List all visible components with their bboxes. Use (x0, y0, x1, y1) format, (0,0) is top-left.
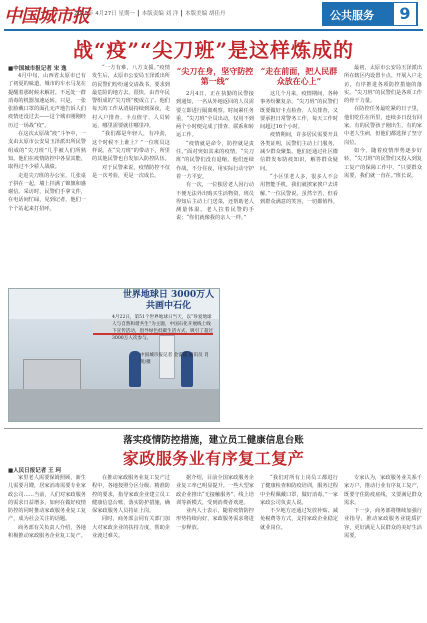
paragraph: “疫情就是命令，防控就是责任。”面对突如其来的疫情，“尖刀班”的民警们没有退缩，他们连续作战，不分昼夜，用实际行动守护着一方平安。 (176, 140, 254, 180)
story2-byline: ■人民日报记者 王 珂 (8, 468, 62, 474)
paragraph: 商务部有关负责人介绍，各地积极推动家政服务企业复工复产。 (8, 524, 86, 540)
section-title: 公共服务 (330, 9, 374, 22)
subheading: “走在前面，把人民群众放在心上” (260, 66, 338, 86)
story2-column-3 (176, 474, 254, 620)
paragraph: 走进尖刀班的办公室，几张桌子拼在一起，墙上挂满了锦旗和感谢信。采访时，民警们手拿文件，在电话间忙碌，见到记者，他们一个个站起来打招呼。 (8, 172, 86, 212)
photo-title: 世界地球日 3000万人共画中石化 (122, 290, 215, 311)
paragraph: “我们对所有上岗员工都进行了健康检查和防疫培训，服务过程中全程佩戴口罩，做好消毒。”一家家政公司负责人说。 (260, 475, 338, 506)
paragraph: 疫情期间，许多居民需要开具各类证明，民警们主动上门服务，减少群众聚集。他们还通过社区微信群发布防疫知识，解答群众疑问。 (260, 132, 338, 172)
paragraph: 2月4日，正在执勤的民警接到通知，一名从外地返回的人员需要立即进行隔离观察。时间紧任务重，“尖刀班”全员出动，仅用不到两个小时便完成了排查、联系和转运工作。 (176, 91, 254, 139)
masthead (0, 0, 427, 30)
main-headline: 战“疫”“尖刀班”是这样炼成的 (72, 38, 354, 62)
paragraph: “小区里老人多，很多人不会用智能手机，我们就挨家挨户去讲解。”一位民警说，虽然辛苦，但看到群众满意的笑容，一切都值得。 (260, 173, 338, 205)
paragraph: 不少地方还通过发放补贴、减免税费等方式，支持家政企业稳定就业岗位。 (260, 508, 338, 531)
paragraph: 对于民警来说，疫情防控不仅是一次考验，更是一次成长。 (92, 164, 170, 179)
paragraph: 同时，商务部会同有关部门加大对家政企业的扶持力度，帮助企业渡过难关。 (92, 516, 170, 540)
paragraph: 业内人士表示，随着疫情防控形势持续向好，家政服务需求将进一步释放。 (176, 508, 254, 531)
story2-kicker: 落实疫情防控措施，建立员工健康信息台账 (123, 435, 304, 446)
story-column-5 (344, 64, 422, 424)
section-divider (4, 428, 423, 429)
paragraph: 这几个月来，疫情期间，各种事务纷繁复杂，“尖刀班”的民警们既要做好卡点检查、人员排查，又要承担日常警务工作，每天工作时间超过16个小时。 (260, 91, 338, 131)
paragraph: 最初，太原市公安局玉泽派出所在辖区内设置卡点、开展入户走访，有序推进各项防控措施的落实。“尖刀班”的民警们是各项工作的骨干力量。 (344, 65, 422, 105)
paragraph: 在推动家政服务业复工复产过程中，各地按照分区分级、精准防控的要求，指导家政企业建立员工健康信息台账，落实防护措施，确保家政服务人员持证上岗。 (92, 475, 170, 515)
photo-caption: 4月22日，第51个世界地球日当天，以“珍爱地球 人与自然和谐共生”为主题，中国石化开展线上线下宣传活动，倡导绿色低碳生活方式，吸引了超过3000万人次参与。 (112, 315, 214, 341)
paragraph: “一方有难，八方支援。”疫情发生后，太原市公安局玉泽派出所的民警们纷纷递交请战书，要求到最危险的地方去。很快，由青年民警组成的“尖刀班”便成立了。他们每天的工作从清晨持续到深夜，走村入户排查、卡点值守、人员转运，哪里需要就往哪里冲。 (92, 65, 170, 130)
photo-credit: 中国城市报记者 金雷霞 通讯员 肖 斐/摄 (140, 353, 209, 365)
paragraph: 下一步，商务部将继续加强行业指导，推动家政服务业提质扩容，更好满足人民群众的美好生活需要。 (344, 508, 422, 540)
masthead-rule (4, 29, 423, 31)
paragraph: “我们都是年轻人，有冲劲，这个时候不上谁上？”一位班员这样说。在“尖刀班”的带动下，所里的其他民警也自发加入防控队伍。 (92, 131, 170, 163)
story2-headline: 家政服务业有序复工复产 (122, 449, 305, 468)
dateline: 2020年 4月27日 星期一 ┃ 本版责编 刘 洋 ┃ 本版美编 胡佳丹 (74, 11, 226, 17)
paragraph: 家里老人需要保姆照顾，新生儿需要月嫂，居家消毒需要专业家政公司……当前，人们对家政服务的需求日益增多，如何在做好疫情防控的同时推动家政服务业复工复产，成为社会关注的话题。 (8, 475, 86, 523)
newspaper-logo: 中国城市报 (4, 6, 89, 27)
vehicle (23, 359, 81, 391)
subheading: “尖刀在身，坚守防控第一线” (176, 66, 254, 86)
story2-column-2 (92, 474, 170, 620)
story-column-1 (8, 72, 86, 284)
paragraph: 4月中旬，山西省太原市已有了初夏的味道，城市的车水马龙在提醒着那时候未解封。不远处一群消毒的机器加速运转。只是，一张张脸戴口罩的面孔无声地告诉人们疫情还没过去——这个城市刚刚经历过一场战“疫”。 (8, 73, 86, 129)
paragraph: 在这次太原战“疫”斗争中，一支由太原市公安局玉泽派出所民警组成的“尖刀班”几乎被人们所熟知。他们在疫情防控中各显其能，取得过不少骄人战绩。 (8, 131, 86, 171)
story2-column-1 (8, 474, 86, 620)
paragraph: 如今，随着疫情形势逐步好转，“尖刀班”的民警们又投入到复工复产的保障工作中。“只要群众需要，我们就一直在。”班长说。 (344, 147, 422, 179)
story-column-2 (92, 64, 170, 284)
paragraph: 据介绍，目前全国家政服务企业复工率已明显提升。一些大型家政企业推出“无接触服务”、线上培训等新模式，受到消费者欢迎。 (176, 475, 254, 506)
paragraph: 在防控任务最吃紧的日子里，他们吃住在所里，连续多日没有回家。有的民警孩子刚出生，有的家中老人生病，但他们都选择了坚守岗位。 (344, 106, 422, 146)
story-column-3 (176, 90, 254, 284)
story-column-4 (260, 90, 338, 424)
paragraph: 有一次，一位独居老人因行动不便无法外出购买生活物资，班员得知后主动上门送菜，还帮助老人测量体温。老人拉着民警的手说：“你们就像我的亲人一样。” (176, 182, 254, 222)
paragraph: 专家认为，家政服务业关系千家万户，推动行业有序复工复产，既要守住防疫底线，又要满足群众需求。 (344, 475, 422, 506)
byline: ■中国城市报记者 宋 逸 (8, 66, 67, 72)
story2-column-4 (260, 474, 338, 620)
page-number: 9 (394, 3, 416, 25)
story2-column-5 (344, 474, 422, 620)
section-tab (322, 2, 418, 26)
